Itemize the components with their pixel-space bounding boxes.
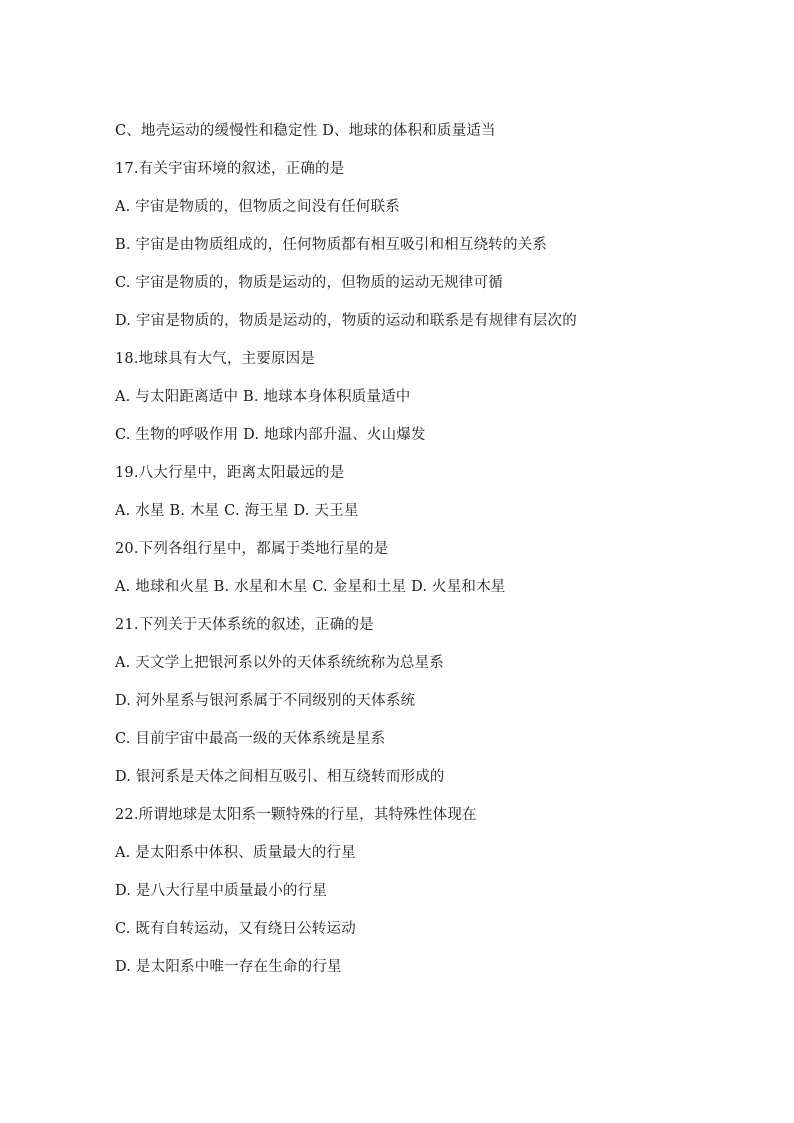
question-17-option-d: D. 宇宙是物质的，物质是运动的，物质的运动和联系是有规律有层次的 (115, 313, 577, 329)
question-21-stem: 21.下列关于天体系统的叙述，正确的是 (115, 617, 374, 633)
question-22-option-a: A. 是太阳系中体积、质量最大的行星 (115, 845, 356, 861)
question-17-stem: 17.有关宇宙环境的叙述，正确的是 (115, 161, 345, 177)
question-18-options-cd: C. 生物的呼吸作用 D. 地球内部升温、火山爆发 (115, 427, 426, 443)
question-21-option-a: A. 天文学上把银河系以外的天体系统统称为总星系 (115, 655, 444, 671)
question-18-stem: 18.地球具有大气，主要原因是 (115, 351, 316, 367)
question-20-stem: 20.下列各组行星中，都属于类地行星的是 (115, 541, 389, 557)
question-22-option-b: D. 是八大行星中质量最小的行星 (115, 883, 328, 899)
question-22-option-c: C. 既有自转运动，又有绕日公转运动 (115, 921, 356, 937)
question-21-option-c: C. 目前宇宙中最高一级的天体系统是星系 (115, 731, 386, 747)
question-19-options: A. 水星 B. 木星 C. 海王星 D. 天王星 (115, 503, 359, 519)
question-21-option-d: D. 银河系是天体之间相互吸引、相互绕转而形成的 (115, 769, 445, 785)
question-22-option-d: D. 是太阳系中唯一存在生命的行星 (115, 959, 342, 975)
question-text (115, 118, 755, 992)
question-19-stem: 19.八大行星中，距离太阳最远的是 (115, 465, 345, 481)
question-17-option-a: A. 宇宙是物质的，但物质之间没有任何联系 (115, 199, 400, 215)
question-22-stem: 22.所谓地球是太阳系一颗特殊的行星，其特殊性体现在 (115, 807, 477, 823)
question-18-options-ab: A. 与太阳距离适中 B. 地球本身体积质量适中 (115, 389, 411, 405)
text-line: C、地壳运动的缓慢性和稳定性 D、地球的体积和质量适当 (115, 123, 496, 139)
question-21-option-b: D. 河外星系与银河系属于不同级别的天体系统 (115, 693, 416, 709)
question-17-option-b: B. 宇宙是由物质组成的，任何物质都有相互吸引和相互绕转的关系 (115, 237, 548, 253)
question-17-option-c: C. 宇宙是物质的，物质是运动的，但物质的运动无规律可循 (115, 275, 503, 291)
question-20-options: A. 地球和火星 B. 水星和木星 C. 金星和土星 D. 火星和木星 (115, 579, 506, 595)
